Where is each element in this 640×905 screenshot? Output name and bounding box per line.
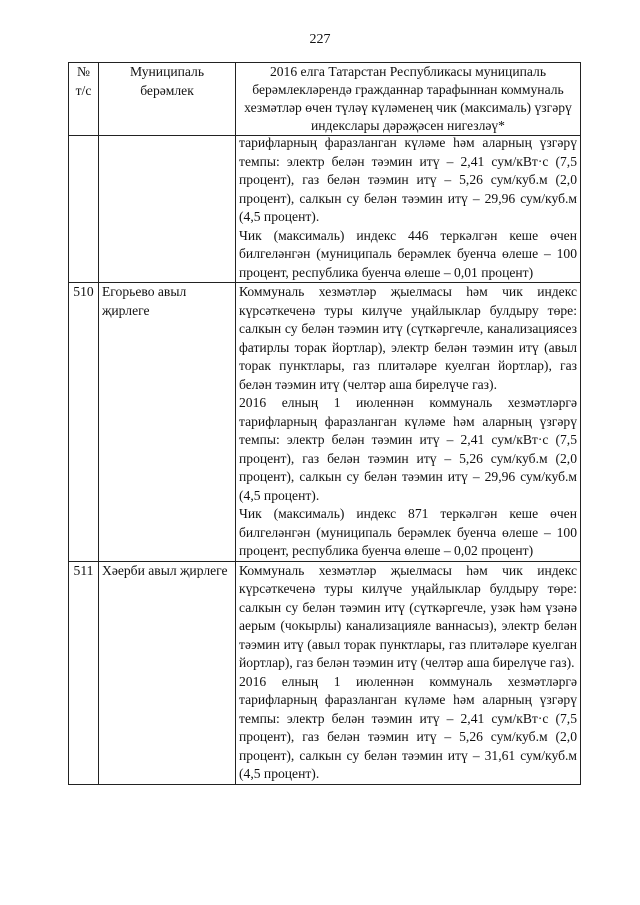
page-number: 227 bbox=[309, 32, 331, 47]
header-description: 2016 елга Татарстан Республикасы муниципаль берәмлекләрендә гражданнар тарафыннан коммуналь хезмәтләр өчен түләү күләменең чик (максималь) үзгәрү индекслары дәрәҗәсен нигезләү* bbox=[236, 63, 581, 136]
description-paragraph: тарифларның фаразланган күләме һәм аларның үзгәрү темпы: электр белән тәэмин итү – 2,41 сум/кВт·с (7,5 процент), газ белән тәэмин итү – 5,26 сум/куб.м (2,0 процент), салкын су белән тәэмин итү – 29,96 сум/куб.м (4,5 процент). bbox=[239, 135, 577, 224]
table-header-row bbox=[69, 63, 581, 136]
row-municipality: Хәерби авыл җирлеге bbox=[99, 561, 236, 784]
row-description bbox=[236, 283, 581, 562]
description-paragraph: 2016 елның 1 июленнән коммуналь хезмәтләргә тарифларның фаразланган күләме һәм аларның үзгәрү темпы: электр белән тәэмин итү – 2,41 сум/кВт·с (7,5 процент), газ белән тәэмин итү – 5,26 сум/куб.м (2,0 процент), салкын су белән тәэмин итү – 31,61 сум/куб.м (4,5 процент). bbox=[239, 673, 577, 781]
indices-table bbox=[68, 62, 581, 785]
row-municipality bbox=[99, 136, 236, 283]
header-municipality: Муниципаль берәмлек bbox=[99, 63, 236, 136]
row-number: 510 bbox=[69, 283, 99, 562]
description-paragraph: Чик (максималь) индекс 446 теркәлгән кеше өчен билгеләнгән (муниципаль берәмлек буенча өлеше – 100 процент, республика буенча өлеше – 0,01 процент) bbox=[239, 227, 577, 280]
table-row bbox=[69, 136, 581, 283]
row-number bbox=[69, 136, 99, 283]
table-row bbox=[69, 283, 581, 562]
header-number: № т/с bbox=[69, 63, 99, 136]
row-description bbox=[236, 561, 581, 784]
description-paragraph: 2016 елның 1 июленнән коммуналь хезмәтләргә тарифларның фаразланган күләме һәм аларның үзгәрү темпы: электр белән тәэмин итү – 2,41 сум/кВт·с (7,5 процент), газ белән тәэмин итү – 5,26 сум/куб.м (2,0 процент), салкын су белән тәэмин итү – 29,96 сум/куб.м (4,5 процент). bbox=[239, 395, 577, 503]
description-paragraph: Чик (максималь) индекс 871 теркәлгән кеше өчен билгеләнгән (муниципаль берәмлек буенча өлеше – 100 процент, республика буенча өлеше – 0,02 процент) bbox=[239, 506, 577, 558]
description-paragraph: Коммуналь хезмәтләр җыелмасы һәм чик индекс күрсәткеченә туры килүче уңайлыклар булдыру төре: салкын су белән тәэмин итү (сүткәргечле, канализациясез фатирлы торак йортлар), электр белән тәэмин итү (авыл торак пунктлары, газ плитәләре куелган йортлар), газ белән тәэмин итү (челтәр аша бирелүче газ). bbox=[239, 284, 577, 392]
description-paragraph: Коммуналь хезмәтләр җыелмасы һәм чик индекс күрсәткеченә туры килүче уңайлыклар булдыру төре: салкын су белән тәэмин итү (сүткәргечле, узәк һәм үзәнә аерым (чокырлы) канализацияле ваннасыз), электр белән тәэмин итү (авыл торак пунктлары, газ плитәләре куелган йортлар), газ белән тәэмин итү (челтәр аша бирелүче газ). bbox=[239, 562, 577, 670]
row-municipality: Егорьево авыл җирлеге bbox=[99, 283, 236, 562]
row-number: 511 bbox=[69, 561, 99, 784]
table-row bbox=[69, 561, 581, 784]
row-description bbox=[236, 136, 581, 283]
